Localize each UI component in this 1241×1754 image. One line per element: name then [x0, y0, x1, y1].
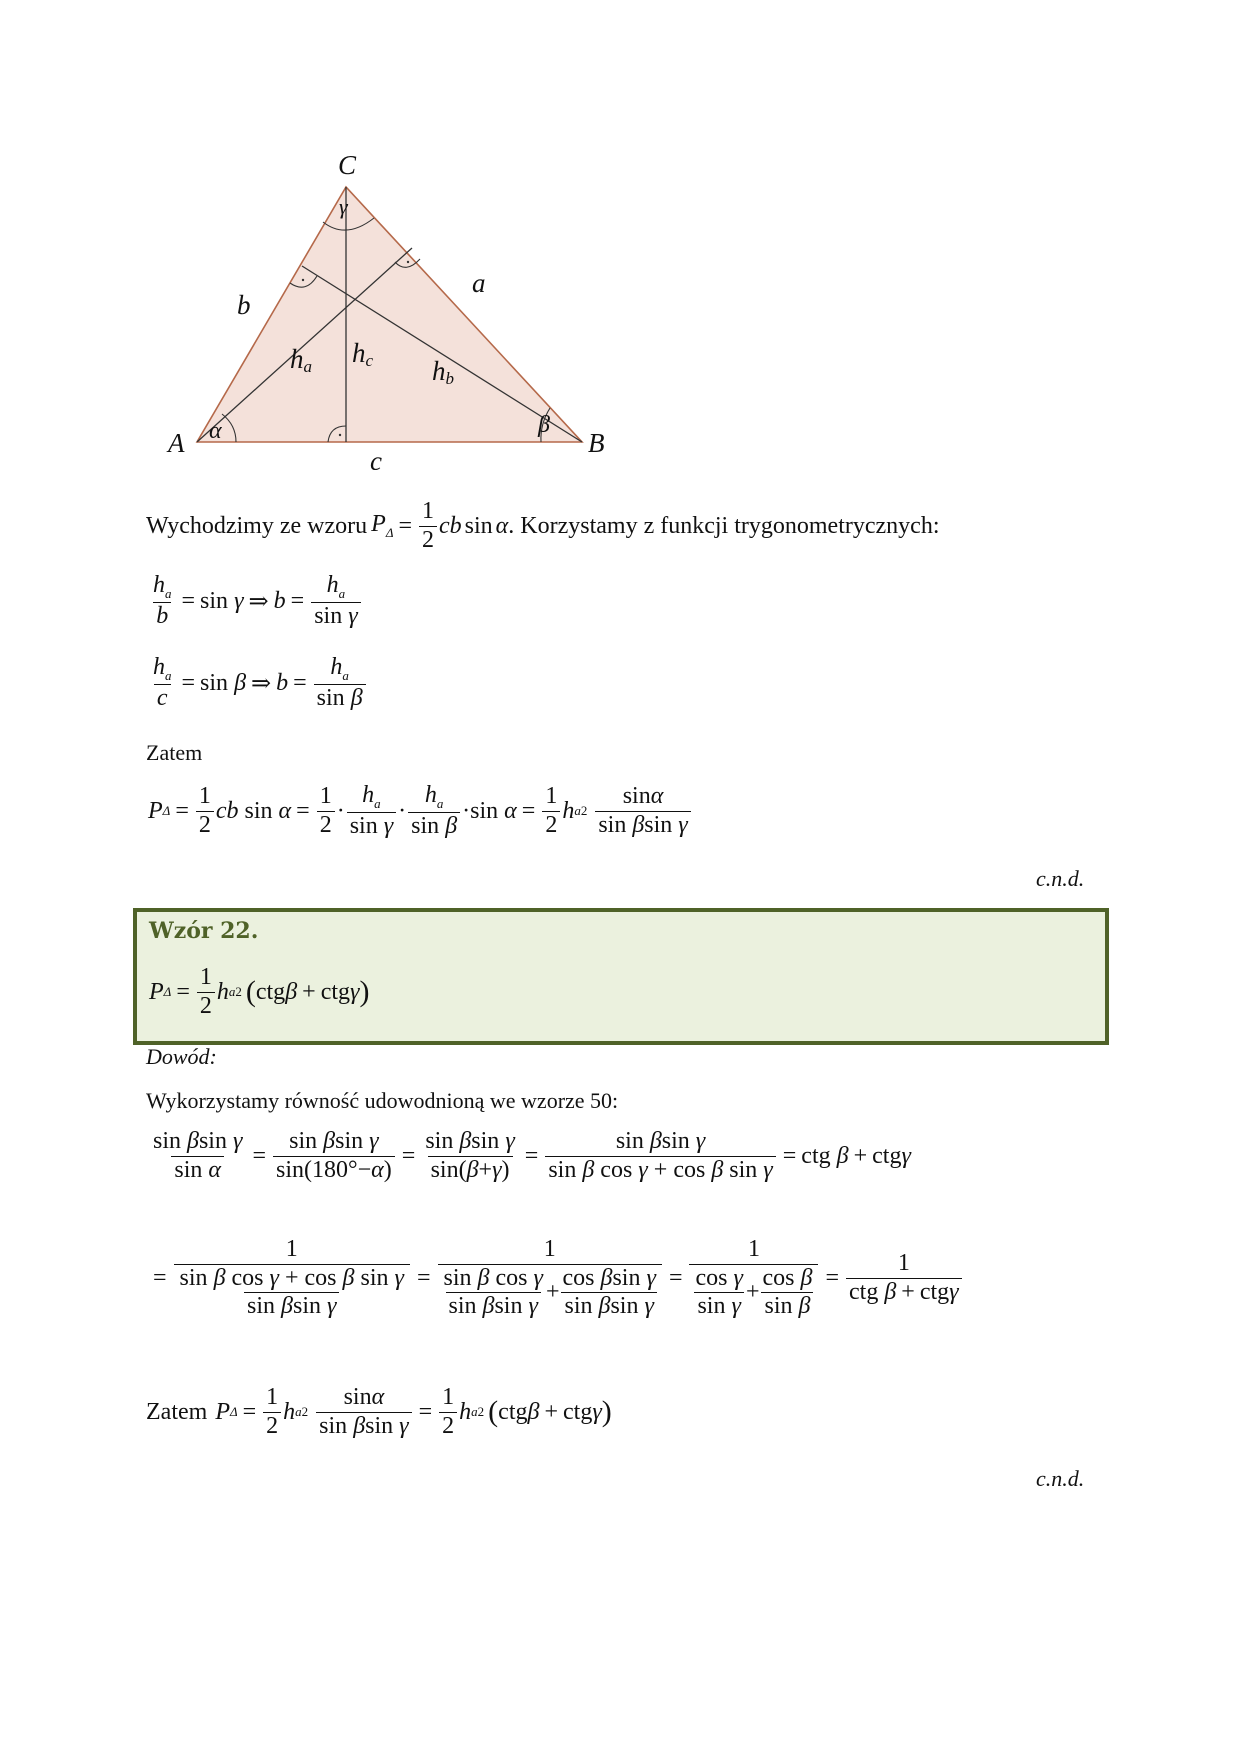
fraction: $\frac{1}{2}$: [419, 498, 437, 554]
side-a-label: a: [472, 268, 486, 298]
equation-final: Zatem P Δ = $\frac{1}{2}$ h a 2 $\frac{\sin\alpha}{\text{sin βsin γ}}$ = $\frac{1}{2}$ h a 2 ( ctg β + ctg γ ): [146, 1384, 612, 1439]
vertex-a-label: A: [168, 428, 185, 458]
equation-reciprocal-chain: = $\frac{1}{\frac{\text{sin β cos γ + cos β sin γ}}{\text{sin βsin γ}}}$ = 1 $\frac{\text{sin β cos γ}}{\text{sin βsin γ}}$ + $\frac{\text{cos βsin γ}}{\text{sin βsin γ}}$ = 1 $\frac{\text{cos γ}}{\text{sin γ}}$ + $\frac{\text{cos β}}{\text{sin β}}$ = $\frac{1}{\text{ctg β + ctgγ}}$: [148, 1236, 964, 1321]
equation-sin-beta: $\frac{h_a}{c}$ = sin β ⇒ b = $\frac{h_a}{\text{sin β}}$: [148, 654, 368, 713]
proof1-intro: Wychodzimy ze wzoru $P_\Delta$ = $\frac{1}{2}$ cb sin α . Korzystamy z funkcji trygonometrycznych:: [146, 498, 940, 553]
equation-ctg-identity: $\frac{\text{sin βsin γ}}{\text{sin α}}$ = $\frac{\text{sin βsin γ}}{\sin(180^\circ-\alpha)}$ = $\frac{\text{sin βsin γ}}{\sin(\beta+\gamma)}$ = $\frac{\text{sin βsin γ}}{\text{sin β cos γ + cos β sin γ}}$ = ctg β + ctg γ: [153, 1128, 911, 1183]
height-hb-label: hb: [432, 356, 454, 388]
vertex-c-label: C: [338, 150, 357, 180]
triangle-shape: [197, 187, 582, 442]
triangle-figure: [150, 140, 620, 470]
vertex-b-label: B: [588, 428, 605, 458]
proof2-intro: Wykorzystamy równość udowodnioną we wzorze 50:: [146, 1088, 619, 1113]
formula-box: [133, 908, 1109, 1045]
formula-22: P Δ = $\frac{1}{2}$ h a 2 ( ctg β + ctg γ ): [149, 964, 370, 1019]
side-b-label: b: [237, 290, 251, 320]
proof1-end-mark: c.n.d.: [1036, 866, 1085, 891]
proof2-label: Dowód:: [146, 1044, 217, 1069]
intro-suffix: . Korzystamy z funkcji trygonometrycznych:: [508, 512, 940, 539]
height-hc-label: hc: [352, 338, 374, 370]
height-ha-label: ha: [290, 344, 312, 376]
equation-area-derivation: P Δ = $\frac{1}{2}$ cb sin α = $\frac{1}{2}$ · $\frac{h_a}{\text{sin γ}}$ · $\frac{h_a}{\text{sin β}}$ · sin α = $\frac{1}{2}$ h a 2 $\frac{\sin\alpha}{\text{sin βsin γ}}$: [148, 782, 693, 841]
triangle-diagram: [150, 140, 620, 470]
equation-sin-gamma: $\frac{h_a}{b}$ = sin γ ⇒ b = $\frac{h_a}{\text{sin γ}}$: [148, 572, 363, 631]
proof1-then-label: Zatem: [146, 740, 203, 765]
formula-title: Wzór 22.: [149, 918, 259, 944]
intro-prefix: Wychodzimy ze wzoru: [146, 512, 368, 539]
angle-alpha-label: α: [209, 418, 222, 444]
angle-gamma-label: γ: [339, 194, 348, 219]
proof2-end-mark: c.n.d.: [1036, 1466, 1085, 1491]
proof2-then-label: Zatem: [146, 1398, 208, 1425]
side-c-label: c: [370, 446, 382, 470]
angle-beta-label: β: [538, 412, 550, 438]
